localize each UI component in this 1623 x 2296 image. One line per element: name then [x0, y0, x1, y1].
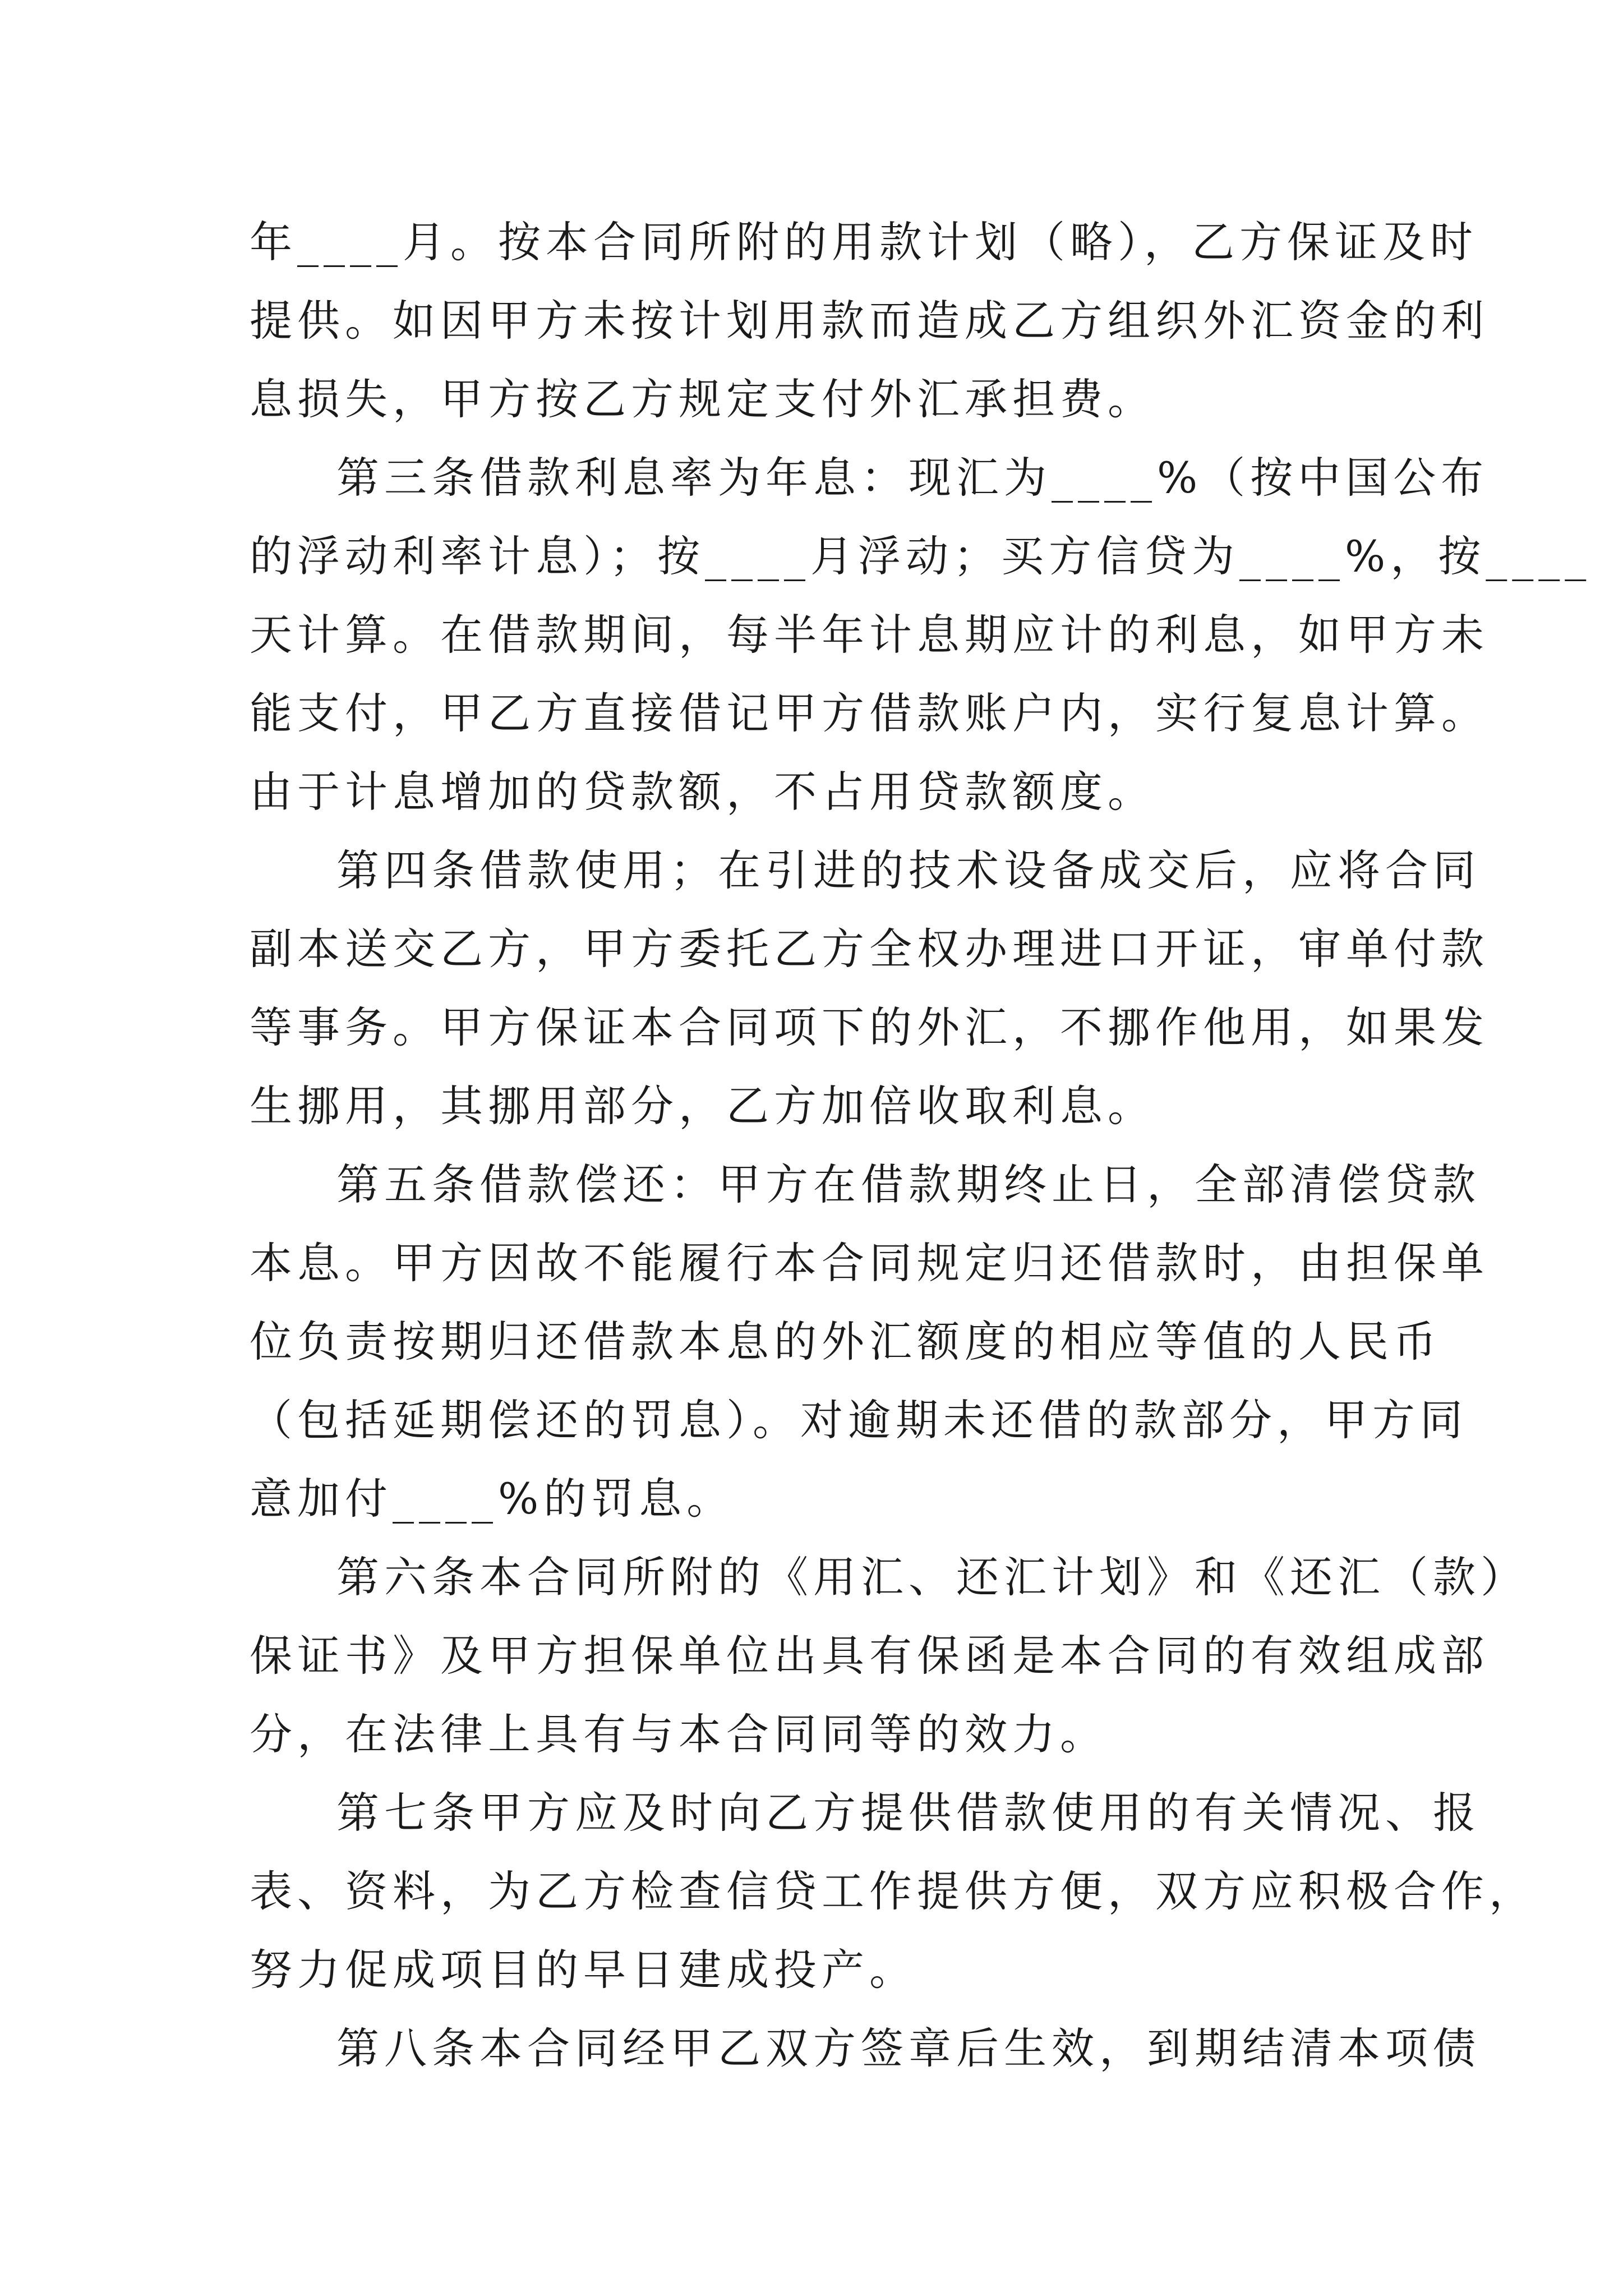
article-3-line: 能支付，甲乙方直接借记甲方借款账户内，实行复息计算。 — [250, 688, 1489, 738]
article-3-line: 由于计息增加的贷款额，不占用贷款额度。 — [250, 767, 1155, 817]
article-4-line: 等事务。甲方保证本合同项下的外汇，不挪作他用，如果发 — [250, 1002, 1489, 1052]
article-5-line: 本息。甲方因故不能履行本合同规定归还借款时，由担保单 — [250, 1238, 1489, 1288]
article-7-line: 表、资料，为乙方检查信贷工作提供方便，双方应积极合作， — [250, 1866, 1537, 1916]
article-7-line: 努力促成项目的早日建成投产。 — [250, 1945, 917, 1995]
article-4-line: 副本送交乙方，甲方委托乙方全权办理进口开证，审单付款 — [250, 924, 1489, 974]
paragraph-line: 提供。如因甲方未按计划用款而造成乙方组织外汇资金的利 — [250, 296, 1489, 346]
article-8-line: 第八条本合同经甲乙双方签章后生效，到期结清本项债 — [336, 2023, 1481, 2073]
article-4-line: 生挪用，其挪用部分，乙方加倍收取利息。 — [250, 1081, 1155, 1131]
article-3-line: 天计算。在借款期间，每半年计息期应计的利息，如甲方未 — [250, 610, 1489, 660]
article-6-line: 第六条本合同所附的《用汇、还汇计划》和《还汇（款） — [336, 1552, 1528, 1602]
paragraph-line: 年____月。按本合同所附的用款计划（略），乙方保证及时 — [250, 217, 1478, 267]
article-3-line: 的浮动利率计息）；按____月浮动；买方信贷为____%，按____ — [250, 531, 1592, 581]
article-5-line: 位负责按期归还借款本息的外汇额度的相应等值的人民币 — [250, 1317, 1441, 1366]
paragraph-line: 息损失，甲方按乙方规定支付外汇承担费。 — [250, 374, 1155, 424]
article-5-line: （包括延期偿还的罚息）。对逾期未还借的款部分，甲方同 — [250, 1395, 1468, 1445]
article-7-line: 第七条甲方应及时向乙方提供借款使用的有关情况、报 — [336, 1788, 1481, 1838]
article-6-line: 保证书》及甲方担保单位出具有保函是本合同的有效组成部 — [250, 1631, 1489, 1681]
article-3-line: 第三条借款利息率为年息：现汇为____%（按中国公布 — [336, 453, 1489, 503]
article-5-line: 意加付____%的罚息。 — [250, 1474, 735, 1524]
article-5-line: 第五条借款偿还：甲方在借款期终止日，全部清偿贷款 — [336, 1159, 1481, 1209]
article-6-line: 分，在法律上具有与本合同同等的效力。 — [250, 1709, 1108, 1759]
article-4-line: 第四条借款使用；在引进的技术设备成交后，应将合同 — [336, 845, 1481, 895]
